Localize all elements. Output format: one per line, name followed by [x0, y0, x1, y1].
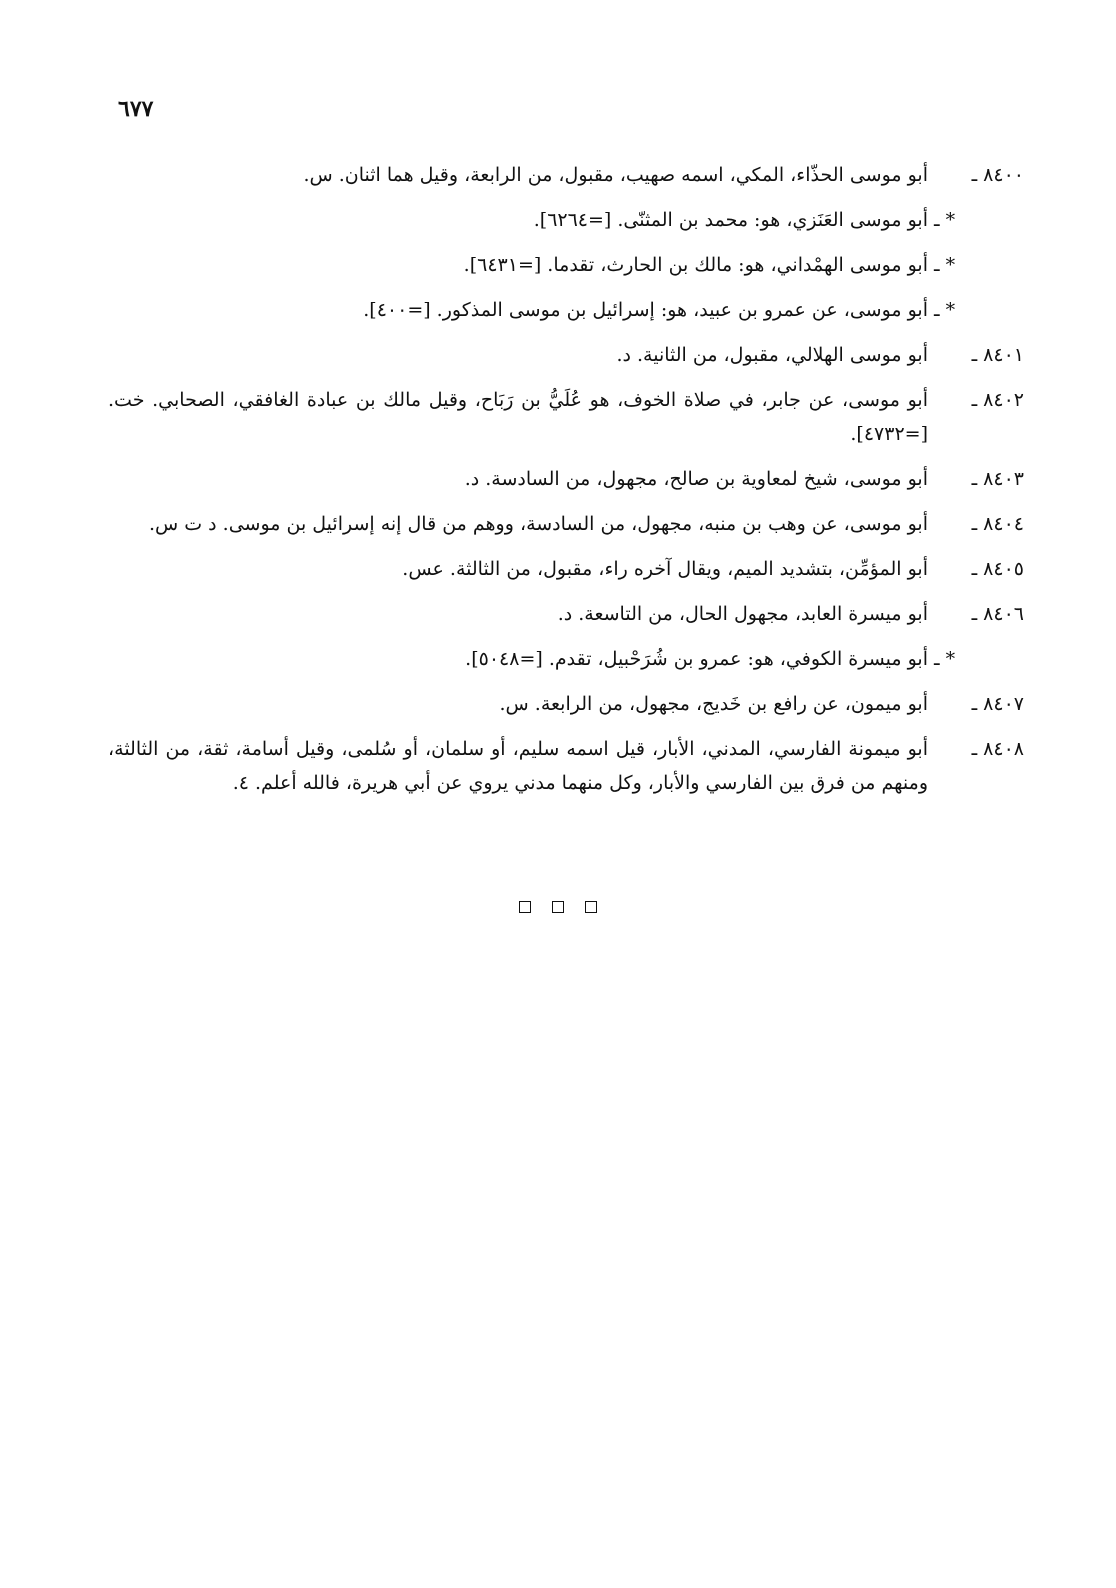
- entry-text: أبو موسى الهمْداني، هو: مالك بن الحارث، تقدما. [=٦٤٣١].: [463, 254, 928, 276]
- entry-number: ٨٤٠٠ ـ: [971, 164, 1024, 186]
- entry-text: أبو ميمونة الفارسي، المدني، الأبار، قيل اسمه سليم، أو سلمان، أو سُلمى، وقيل أسامة، ثقة، من الثالثة، ومنهم من فرق بين الفارسي والأبار، وكل منهما مدني يروي عن أبي هريرة، فالله أعلم. ٤.: [108, 738, 928, 794]
- entry-number: ٨٤٠٦ ـ: [971, 603, 1024, 625]
- entry-text: أبو ميسرة الكوفي، هو: عمرو بن شُرَحْبيل، تقدم. [=٥٠٤٨].: [465, 648, 928, 670]
- entry-text: أبو المؤمِّن، بتشديد الميم، ويقال آخره راء، مقبول، من الثالثة. عس.: [402, 558, 928, 580]
- sub-entry: [108, 642, 1024, 676]
- sub-entry: [108, 203, 1024, 237]
- entry-number: ٨٤٠٧ ـ: [971, 693, 1024, 715]
- entry-8406: [108, 597, 1024, 631]
- entry-number: ٨٤٠٣ ـ: [971, 468, 1024, 490]
- entry-text: أبو ميسرة العابد، مجهول الحال، من التاسعة. د.: [557, 603, 928, 625]
- entry-text: أبو موسى، شيخ لمعاوية بن صالح، مجهول، من السادسة. د.: [464, 468, 928, 490]
- entry-marker: * ـ: [934, 299, 956, 321]
- square-icon: [552, 901, 564, 913]
- entry-marker: * ـ: [934, 254, 956, 276]
- entry-8403: [108, 462, 1024, 496]
- entry-number: ٨٤٠٥ ـ: [971, 558, 1024, 580]
- entry-text: أبو موسى العَنَزي، هو: محمد بن المثنّى. [=٦٢٦٤].: [533, 209, 928, 231]
- entry-8401: [108, 338, 1024, 372]
- entries-list: [108, 158, 1024, 811]
- entry-number: ٨٤٠٢ ـ: [971, 389, 1024, 411]
- entry-8400: [108, 158, 1024, 192]
- entry-marker: * ـ: [934, 648, 956, 670]
- entry-number: ٨٤٠٤ ـ: [971, 513, 1024, 535]
- sub-entry: [108, 293, 1024, 327]
- entry-text: أبو موسى الهلالي، مقبول، من الثانية. د.: [616, 344, 928, 366]
- square-icon: [585, 901, 597, 913]
- entry-8404: [108, 507, 1024, 541]
- square-icon: [519, 901, 531, 913]
- entry-text: أبو موسى، عن وهب بن منبه، مجهول، من السادسة، ووهم من قال إنه إسرائيل بن موسى. د ت س.: [148, 513, 928, 535]
- entry-8402: [108, 383, 1024, 451]
- entry-text: أبو موسى الحذّاء، المكي، اسمه صهيب، مقبول، من الرابعة، وقيل هما اثنان. س.: [303, 164, 928, 186]
- entry-text: أبو ميمون، عن رافع بن خَديج، مجهول، من الرابعة. س.: [499, 693, 928, 715]
- entry-text: أبو موسى، عن جابر، في صلاة الخوف، هو عُلَيُّ بن رَبَاح، وقيل مالك بن عبادة الغافقي، الصحابي. خت. [=٤٧٣٢].: [108, 389, 928, 445]
- entry-number: ٨٤٠٨ ـ: [971, 738, 1024, 760]
- sub-entry: [108, 248, 1024, 282]
- entry-text: أبو موسى، عن عمرو بن عبيد، هو: إسرائيل بن موسى المذكور. [=٤٠٠].: [363, 299, 928, 321]
- page-number: ٦٧٧: [118, 96, 154, 122]
- entry-8408: [108, 732, 1024, 800]
- entry-8407: [108, 687, 1024, 721]
- entry-number: ٨٤٠١ ـ: [971, 344, 1024, 366]
- section-end-mark: [0, 898, 1116, 917]
- entry-marker: * ـ: [934, 209, 956, 231]
- entry-8405: [108, 552, 1024, 586]
